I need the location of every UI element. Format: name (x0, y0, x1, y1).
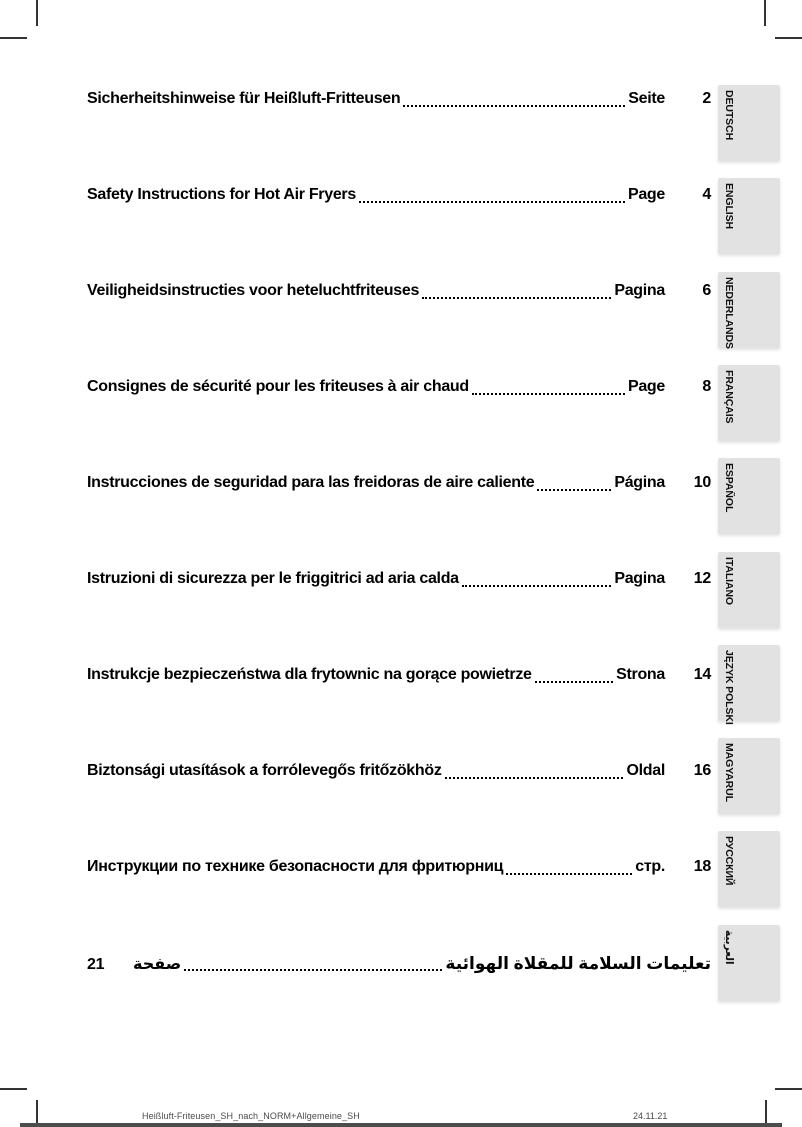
toc-page-word: Page (627, 186, 665, 203)
language-tab[interactable] (718, 925, 780, 1001)
language-tab-label: РУССКИЙ (723, 836, 735, 886)
language-tab[interactable] (718, 365, 780, 441)
crop-mark-bottom-left-horizontal (0, 1088, 27, 1090)
toc-entry-title: Veiligheidsinstructies voor heteluchtfriteuses (87, 282, 420, 299)
toc-page-word: Strona (616, 666, 665, 683)
crop-mark-bottom-right-vertical (765, 1100, 767, 1123)
toc-page-word: Page (627, 378, 665, 395)
toc-entry[interactable] (87, 282, 711, 304)
crop-mark-top-right-vertical (764, 0, 766, 26)
language-tab-label: NEDERLANDS (723, 277, 735, 349)
language-tab-label: العربية (723, 930, 735, 965)
toc-entry[interactable] (87, 762, 711, 784)
toc-page-word: стр. (635, 858, 665, 875)
toc-entry[interactable] (87, 858, 711, 880)
toc-entry-title: تعليمات السلامة للمقلاة الهوائية (445, 954, 711, 973)
language-tab[interactable] (718, 458, 780, 534)
toc-entry-title: Istruzioni di sicurezza per le friggitrici ad aria calda (87, 570, 459, 587)
toc-page-number: 21 (87, 956, 105, 973)
toc-entry[interactable] (87, 570, 711, 592)
toc-page-word: Página (614, 474, 665, 491)
toc-page-word: Pagina (614, 570, 665, 587)
toc-page-word: صفحة (133, 956, 182, 973)
toc-page-number: 16 (693, 762, 711, 779)
language-tab[interactable] (718, 645, 780, 725)
toc-entry-title: Consignes de sécurité pour les friteuses à air chaud (87, 378, 469, 395)
crop-mark-top-right-horizontal (775, 37, 802, 39)
toc-entry-title: Instrukcje bezpieczeństwa dla frytownic na gorące powietrze (87, 666, 532, 683)
language-tab-label: MAGYARUL (723, 743, 735, 802)
toc-page-number: 10 (693, 474, 711, 491)
toc-entry[interactable] (87, 474, 711, 496)
toc-entry[interactable] (87, 90, 711, 112)
dot-leader (184, 969, 442, 971)
toc-entry-title: Biztonsági utasítások a forrólevegős fritőzökhöz (87, 762, 442, 779)
bottom-print-bar (20, 1123, 782, 1127)
footer-date: 24.11.21 (633, 1111, 668, 1121)
toc-entry[interactable] (87, 954, 711, 976)
language-tab-label: FRANÇAIS (723, 370, 735, 424)
toc-entry-title: Instrucciones de seguridad para las freidoras de aire caliente (87, 474, 535, 491)
dot-leader (506, 873, 632, 875)
toc-page-number: 18 (693, 858, 711, 875)
dot-leader (403, 105, 625, 107)
toc-entry-title: Sicherheitshinweise für Heißluft-Fritteusen (87, 90, 401, 107)
language-tab-label: ENGLISH (723, 183, 735, 229)
crop-mark-top-left-horizontal (0, 37, 27, 39)
dot-leader (537, 489, 611, 491)
toc-page-word: Oldal (626, 762, 665, 779)
language-tab[interactable] (718, 85, 780, 161)
language-tab[interactable] (718, 738, 780, 814)
language-tab-label: ESPAÑOL (723, 463, 735, 513)
dot-leader (535, 681, 613, 683)
language-tab[interactable] (718, 552, 780, 628)
language-tab-label: ITALIANO (723, 557, 735, 605)
toc-entry[interactable] (87, 666, 711, 688)
dot-leader (445, 777, 624, 779)
toc-entry[interactable] (87, 378, 711, 400)
dot-leader (462, 585, 612, 587)
toc-page-number: 14 (693, 666, 711, 683)
toc-page-word: Pagina (614, 282, 665, 299)
dot-leader (359, 201, 625, 203)
toc-entry[interactable] (87, 186, 711, 208)
dot-leader (422, 297, 611, 299)
footer-filename: Heißluft-Friteusen_SH_nach_NORM+Allgemeine_SH (142, 1111, 360, 1121)
crop-mark-bottom-right-horizontal (775, 1088, 802, 1090)
toc-page-number: 8 (702, 378, 711, 395)
language-tab-label: JĘZYK POLSKI (723, 650, 735, 725)
toc-page-word: Seite (628, 90, 665, 107)
toc-page-number: 6 (702, 282, 711, 299)
language-tab[interactable] (718, 178, 780, 254)
dot-leader (472, 393, 625, 395)
language-tab[interactable] (718, 272, 780, 348)
language-tab[interactable] (718, 831, 780, 907)
crop-mark-bottom-left-vertical (36, 1100, 38, 1123)
language-tab-label: DEUTSCH (723, 90, 735, 141)
toc-page-number: 2 (702, 90, 711, 107)
toc-entry-title: Safety Instructions for Hot Air Fryers (87, 186, 356, 203)
toc-entry-title: Инструкции по технике безопасности для фритюрниц (87, 858, 504, 875)
toc-page-number: 4 (702, 186, 711, 203)
crop-mark-top-left-vertical (36, 0, 38, 26)
toc-page-number: 12 (693, 570, 711, 587)
